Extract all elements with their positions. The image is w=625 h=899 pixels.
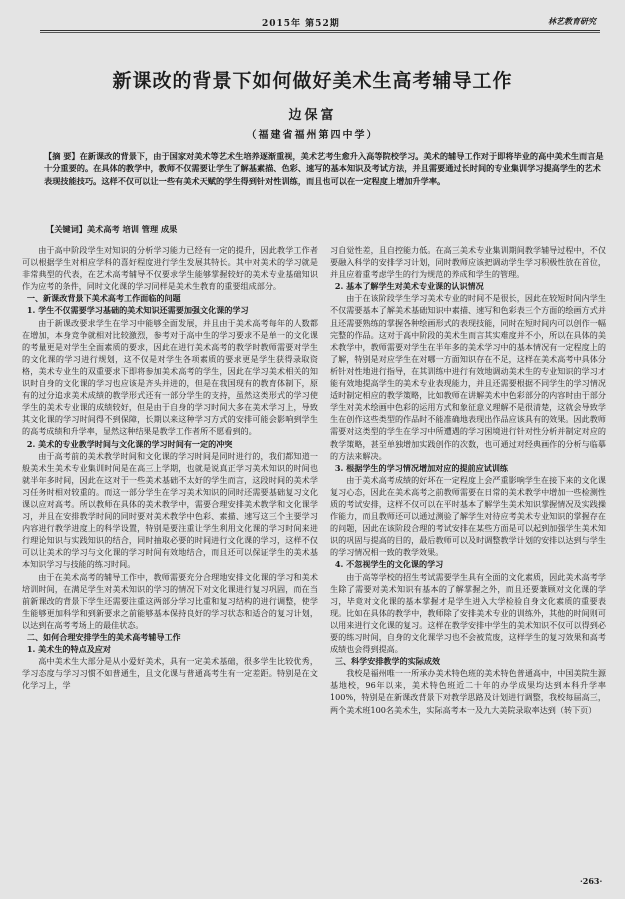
right-column [330, 244, 606, 716]
subsection-heading: 2. 基本了解学生对美术专业课的认识情况 [334, 281, 484, 292]
journal-name: 林艺教育研究 [548, 16, 596, 26]
subsection-heading: 3. 根据学生的学习情况增加对应的提前应试训练 [334, 462, 509, 473]
subsection-heading: 2. 美术的专业教学时间与文化课的学习时间有一定的冲突 [26, 438, 233, 449]
paragraph: 由于高考前的美术教学时间和文化课的学习时间是同时进行的，我们都知道一般美术生美术专业集训时间是在高三上学期，也就是说真正学习美术知识的时间也就半年多时间，因此在这对于一些美术基础不太好的学生而言，这段时间的美术学习任务时相对较重的。而这一部分学生在学习美术知识的同时还需要基础复习文化课以应对高考。所以教师在具体的美术教学中，需要合理安排美术教学和文化课学习，并且在安排教学时间的同时要对美术教学中色彩、素描、速写这三个主要学习内容进行教学进度上的科学设置，特别是要注重让学生利用文化课的学习时间来进行理论知识与实践知识的结合，同时抽取必要的时间进行文化课的学习，这样不仅可以让美术的学习与文化课的学习时间有效地结合，而且还可以保证学生的美术基本知识学习与技能的练习时间。 [22, 450, 318, 570]
page-number: ·263· [580, 876, 603, 886]
paragraph: 由于在美术高考的辅导工作中，教师需要充分合理地安排文化课的学习和美术培训时间，在满足学生对美术知识的学习的情况下对文化课进行复习巩固，而在当前新课改的背景下学生还需要注重这两部分学习比重和复习结构的进行调整，使学生能够更加科学和到新要求之前能够基本保持良好的学习状态和适合的复习计划，以达到在高考考场上的最佳状态。 [22, 571, 318, 630]
paragraph: 习自觉性差，且自控能力低。在高三美术专业集训期间教学辅导过程中，不仅要融入科学的安排学习计划，同时教师应该把调动学生学习积极性放在首位，并且应着重考虑学生的行为规范的养成和学生的管理。 [330, 245, 606, 280]
subsection-heading: 1. 学生不仅需要学习基础的美术知识还需要加强文化课的学习 [26, 305, 249, 316]
abstract: 【摘 要】在新课改的背景下，由于国家对美术等艺术生培养逐渐重视，美术艺考生愈升入高等院校学习。美术的辅导工作对于即将毕业的高中美术生而言是十分重要的。在具体的教学中，教师不仅需要让学生了解基素描、色彩、速写的基本知识及考试方法，并且需要通过长时间的专业集训学习提高学生的艺术表现技能技巧。这样不仅可以让一些有美术天赋的学生得到针对性训练，而且也可以在一定程度上增加升学率。 [44, 151, 604, 186]
header-rule [40, 30, 600, 31]
subsection-heading: 4. 不忽视学生的文化课的学习 [334, 559, 444, 570]
subsection-heading: 1. 美术生的特点及应对 [26, 644, 111, 655]
left-column [22, 244, 318, 691]
paragraph: 由于新课改要求学生在学习中能够全面发展，并且由于美术高考每年的人数都在增加，本身竞争就相对比较激烈，参考对于高中生的学习要求不是单一的文化课的考量更是对学生全面素质的要求，因此在进行美术高考的教学时教师需要对学生的文化课的学习进行规划，这不仅是对学生各项素质的要求更是学生获得录取资格，美术专业生的双重要求下即将参加美术高考的学生，因此在学习美术相关的知识时自身的文化课的学习也应该是齐头并进的，但是在我国现有的教育体制下，原有的过分追求美术成绩的教学形式还有一部分学生的支持，虽然这类形式的学习使学生的美术专业课的成绩较好，但是由于自身的学习时间大多在美术学习上，导致其文化课的学习时间得不到保障，长期以来这种学习方式的安排可能会影响到学生的高考成绩和升学率，显然这种结果是教学工作者所不愿看到的。 [22, 317, 318, 437]
paragraph: 我校是福州唯一一所承办美术特色班的美术特色普通高中，中国美院生源基地校，96年以来，美术特色班近二十年的办学成果均达到本科升学率100%，特别是在新课改背景下对教学思路及计划进行调整，我校每届高三，两个美术班100名美术生，实际高考本一及九大美院录取率达到（转下页） [330, 668, 606, 715]
section-heading: 一、新课改背景下美术高考工作面临的问题 [26, 293, 181, 304]
paragraph: 由于高中阶段学生对知识的分析学习能力已经有一定的提升，因此教学工作者可以根据学生对相应学科的喜好程度进行学生发展其特长。其中对美术的学习就是非常典型的代表，在艺术高考辅导不仅要求学生能够掌握较好的美术专业基础知识作为应考的条件，同时文化课的学习同样是美术生教育的重要组成部分。 [22, 245, 318, 292]
paragraph: 由于高等学校的招生考试需要学生具有全面的文化素质，因此美术高考学生除了需要对美术知识有基本的了解掌握之外，而且还要兼顾对文化课的学习，毕竟对文化课的基本掌握才是学生进入大学检验自身文化素质的重要表现。比如在具体的教学中，教师除了安排美术专业的训练外，其他的时间则可以用来进行文化课的复习。这样在教学安排中学生的美术知识不仅可以得到必要的练习时间，自身的文化课学习也不会被荒废，这样学生的复习效果和高考成绩也会得到提高。 [330, 571, 606, 655]
author-name: 边保富 [288, 108, 337, 123]
header-rule-secondary [40, 32, 600, 33]
author-affiliation: （福建省福州第四中学） [246, 130, 379, 141]
keywords: 【关键词】美术高考 培训 管理 成果 [46, 224, 178, 234]
article-title: 新课改的背景下如何做好美术生高考辅导工作 [112, 70, 513, 92]
paragraph: 高中美术生大部分是从小爱好美术，具有一定美术基础，很多学生比较优秀，学习态度与学习习惯不如普通生，且文化课与普通高考生有一定差距。特别是在文化学习上，学 [22, 656, 318, 691]
issue-label: 2015年 第52期 [262, 19, 340, 29]
section-heading: 三、科学安排教学的实际成效 [334, 656, 441, 667]
section-heading: 二、如何合理安排学生的美术高考辅导工作 [26, 632, 181, 642]
paragraph: 由于美术高考成绩的好坏在一定程度上会严重影响学生在接下来的文化课复习心态，因此在美术高考之前教师需要在日常的美术教学中增加一些检测性质的考试安排，这样不仅可以在平时基本了解学生美术知识掌握情况及实践操作能力，而且教师还可以通过测验了解学生对待应考美术专业知识的掌握存在的问题，因此在该阶段合理的考试安排在某些方面是可以起到加强学生美术知识的巩固与提高的目的，最后教师可以及时调整教学计划的安排以达到与学生的学习情况相一致的教学效果。 [330, 474, 606, 558]
paragraph: 由于在该阶段学生学习美术专业的时间不是很长，因此在较短时间内学生不仅需要基本了解美术基础知识中素描、速写和色彩表三个方面的绘画方式并且还需要熟练的掌握各种绘画形式的表现技能，同时在短时间内可以创作一幅完整的作品。这对于高中阶段的美术生而言其实难度并不小，所以在具体的美术教学中，教师需要对学生在半年多的美术学习中的基本情况有一定程度上的了解，特别是对应学生在对哪一方面知识存在不足，这样在美术高考中具体分析针对性地进行指导，在其训练中进行有效地调动美术生的专业知识的学习才能有效地提高学生的美术专业表现能力，并且还需要根据不同学生的学习情况适时制定相应的教学策略，比如教师在讲解美术中色彩部分的内容时由于部分学生对美术绘画中色彩的运用方式和象征意义理解不是很清楚，这就会导致学生在创作这些类型的作品时不能准确地表现出作品应该具有的效果。因此教师需要对这类型的学生在学习中所遭遇的学习困境进行针对性分析并制定对应的教学策略，甚至单独增加实践创作的次数，也可通过对经典画作的分析与临摹的方法来解决。 [330, 293, 606, 461]
